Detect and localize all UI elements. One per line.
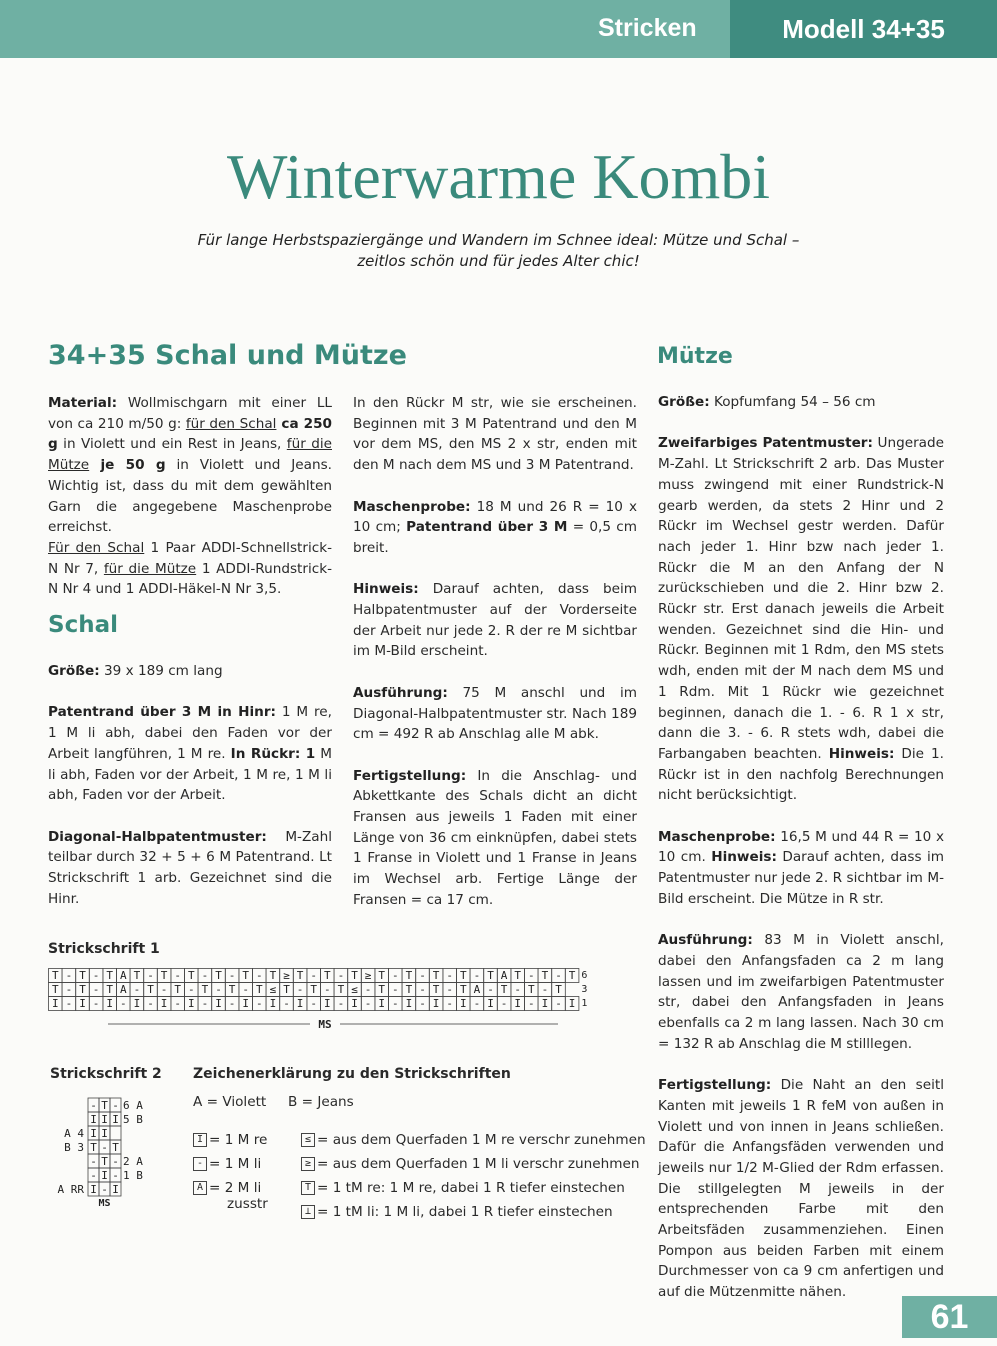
muetze-groesse: Größe: Kopfumfang 54 – 56 cm	[658, 394, 876, 410]
chart-2-symbol: I	[112, 1113, 119, 1126]
chart-2-symbol: I	[90, 1183, 97, 1196]
chart-1-symbol: T	[323, 969, 331, 982]
chart-1-symbol: I	[323, 997, 331, 1010]
subtitle-line-2: zeitlos schön und für jedes Alter chic!	[357, 252, 640, 270]
chart-1-symbol: I	[459, 997, 467, 1010]
chart-1-symbol: -	[255, 969, 263, 982]
chart-1-symbol: -	[446, 997, 454, 1010]
chart-2-symbol: T	[112, 1141, 119, 1154]
chart-1-symbol: -	[174, 969, 182, 982]
schal-ausfuehrung: Ausführung: 75 M anschl und im Diagonal-Halbpatentmuster str. Nach 189 cm = 492 R ab Anschlag alle M abk.	[353, 684, 637, 743]
chart-1-symbol: T	[351, 969, 358, 982]
chart-1-symbol: I	[242, 997, 250, 1010]
chart-2-right-label: 2 A	[123, 1155, 143, 1168]
chart-1-symbol: T	[541, 969, 549, 982]
legend-symbol: ⊥	[301, 1205, 315, 1219]
chart-1-symbol: -	[201, 969, 209, 982]
chart-1-symbol: I	[269, 997, 277, 1010]
chart-2-grid	[50, 1096, 170, 1221]
chart-2-left-label: A 4	[64, 1127, 84, 1140]
chart-1-symbol: ≥	[283, 969, 290, 982]
chart-1-symbol: -	[337, 969, 345, 982]
chart-2-symbol: I	[101, 1127, 108, 1140]
schal-maschenprobe: Maschenprobe: 18 M und 26 R = 10 x 10 cm; Patentrand über 3 M = 0,5 cm breit.	[353, 498, 637, 556]
material-paragraph: Material: Wollmischgarn mit einer LL von ca 210 m/50 g: für den Schal ca 250 g in Violett und ein Rest in Jeans, für die Mütze je 50 g in Violett und Jeans. Wichtig ist, dass du mit dem gewählten Garn die angegebene Maschenprobe erreichst.	[48, 395, 332, 536]
legend-symbol: T	[301, 1181, 315, 1195]
chart-2-symbol: I	[101, 1113, 108, 1126]
chart-2-symbol: T	[101, 1155, 108, 1168]
chart-2-symbol: -	[101, 1141, 108, 1154]
chart-1-symbol: -	[296, 983, 304, 996]
legend-text: = 1 M li	[209, 1156, 262, 1172]
chart-1-symbol: -	[228, 969, 236, 982]
chart-2-right-label: 6 A	[123, 1099, 143, 1112]
chart-2-ms-label: MS	[98, 1198, 111, 1209]
chart-1-symbol: -	[446, 969, 454, 982]
chart-1-symbol: I	[296, 997, 304, 1010]
chart-1-symbol: -	[255, 997, 263, 1010]
column-3	[658, 392, 944, 1324]
page-number: 61	[902, 1296, 997, 1338]
chart-1-symbol: -	[555, 997, 562, 1010]
chart-1-symbol: -	[446, 983, 454, 996]
chart-1-symbol: T	[106, 983, 114, 996]
legend-text: = 2 M li	[209, 1180, 262, 1196]
chart-1-symbol: T	[79, 983, 86, 996]
chart-1-symbol: I	[514, 997, 522, 1010]
chart-1-symbol: -	[283, 997, 290, 1010]
chart-1-symbol: -	[487, 983, 494, 996]
schal-groesse: Größe: 39 x 189 cm lang	[48, 663, 223, 679]
chart-1-symbol: -	[65, 997, 73, 1010]
muetze-heading: Mütze	[657, 344, 733, 369]
chart-1-symbol: -	[419, 969, 426, 982]
legend-color-b: B = Jeans	[288, 1094, 354, 1110]
legend-text: = 1 M re	[209, 1132, 268, 1148]
chart-1-symbol: T	[51, 969, 59, 982]
legend-symbol: -	[193, 1157, 207, 1171]
chart-2-symbol: I	[90, 1113, 97, 1126]
chart-1-symbol: T	[459, 983, 467, 996]
chart-1-symbol: T	[187, 969, 195, 982]
chart-1-symbol: -	[242, 983, 250, 996]
chart-1-symbol: ≥	[364, 969, 372, 982]
chart-1-symbol: I	[351, 997, 358, 1010]
legend-item	[193, 1132, 267, 1148]
chart-1-symbol: -	[527, 969, 535, 982]
chart-1-row-number: 6	[581, 970, 588, 981]
chart-1-symbol: -	[201, 997, 209, 1010]
chart-1-symbol: T	[378, 969, 386, 982]
chart-2-label: Strickschrift 2	[50, 1066, 162, 1082]
chart-1-symbol: I	[378, 997, 386, 1010]
chart-1-symbol: T	[459, 969, 467, 982]
legend	[193, 1094, 653, 1224]
chart-1-symbol: T	[269, 969, 277, 982]
chart-2-symbol: -	[90, 1099, 97, 1112]
chart-1-symbol: -	[310, 969, 318, 982]
chart-1-symbol: -	[555, 969, 562, 982]
chart-2-right-label: 5 B	[123, 1113, 143, 1126]
chart-1-symbol: A	[119, 969, 127, 982]
chart-1-symbol: I	[133, 997, 141, 1010]
legend-text: = aus dem Querfaden 1 M li verschr zunehmen	[317, 1156, 640, 1172]
chart-1-symbol: -	[147, 997, 154, 1010]
chart-1-symbol: T	[310, 983, 318, 996]
chart-1-symbol: -	[65, 969, 73, 982]
chart-1-symbol: I	[405, 997, 413, 1010]
rueckr-paragraph: In den Rückr M str, wie sie erscheinen. Beginnen mit 3 M Patentrand und den M vor dem MS, den MS 2 x str, enden mit den M nach dem MS und 3 M Patentrand.	[353, 395, 637, 474]
chart-1-symbol: I	[487, 997, 494, 1010]
column-2	[353, 393, 637, 931]
chart-1-row-number: 1	[581, 998, 588, 1009]
chart-1-symbol: ≤	[269, 983, 277, 996]
column-1	[48, 393, 332, 621]
header-model: Modell 34+35	[730, 0, 997, 58]
legend-item	[193, 1180, 268, 1212]
chart-2-cell	[110, 1126, 121, 1140]
chart-1-symbol: T	[296, 969, 304, 982]
chart-1-symbol: I	[432, 997, 440, 1010]
column-1-schal	[48, 661, 332, 930]
chart-1-symbol: -	[310, 997, 318, 1010]
chart-1-symbol: -	[323, 983, 331, 996]
chart-1-row-number: 3	[581, 984, 588, 995]
legend-heading: Zeichenerklärung zu den Strickschriften	[193, 1066, 511, 1082]
chart-1-symbol: -	[473, 969, 481, 982]
chart-1-symbol: -	[364, 983, 372, 996]
legend-item	[301, 1180, 625, 1196]
chart-1-symbol: T	[160, 969, 168, 982]
chart-1-symbol: -	[174, 997, 182, 1010]
chart-1-symbol: T	[527, 983, 535, 996]
header-section: Stricken	[598, 14, 697, 42]
chart-1-symbol: -	[160, 983, 168, 996]
chart-1-ms-label: MS	[318, 1018, 332, 1031]
chart-1-symbol: T	[487, 969, 494, 982]
chart-1-symbol: -	[187, 983, 195, 996]
chart-1-symbol: -	[133, 983, 141, 996]
chart-1-symbol: -	[119, 997, 127, 1010]
diagonal-paragraph: Diagonal-Halbpatentmuster: M-Zahl teilbar durch 32 + 5 + 6 M Patentrand. Lt Strickschrift 1 arb. Gezeichnet sind die Hinr.	[48, 828, 332, 907]
chart-1-symbol: T	[432, 969, 440, 982]
chart-1-symbol: T	[432, 983, 440, 996]
chart-2-left-label: A RR	[57, 1183, 84, 1196]
legend-symbol: I	[193, 1133, 207, 1147]
chart-1-symbol: -	[92, 983, 100, 996]
chart-1-symbol: I	[79, 997, 86, 1010]
page-title: Winterwarme Kombi	[226, 141, 771, 212]
chart-1-symbol: T	[500, 983, 508, 996]
chart-1-symbol: -	[473, 997, 481, 1010]
chart-1-symbol: I	[215, 997, 222, 1010]
chart-1-symbol: T	[283, 983, 290, 996]
zweifarbig-paragraph: Zweifarbiges Patentmuster: Ungerade M-Zahl. Lt Strickschrift 2 arb. Das Muster muss zwingend mit einer Rundstrick-N gearb werden, da stets 2 Hinr und 2 Rückr im Wechsel gestr werden. Dafür nach jeder 1. Hinr bzw nach jeder 1. Rückr die M an den Anfang der N zurückschieben und die 2. Hinr bzw 2. Rückr str. Erst danach jeweils die Arbeit wenden. Gezeichnet sind die Hin- und Rückr. Beginnen mit 1 Rdm, den MS stets wdh, enden mit der M nach dem MS und 1 Rdm. Mit 1 Rückr wie gezeichnet beginnen, danach die 1. - 6. R 1 x str, dann die 3. - 6. R stets wdh, dabei die Farbangaben beachten. Hinweis: Die 1. Rückr ist in den nachfolg Berechnungen nicht berücksichtigt.	[658, 435, 944, 804]
schal-fertigstellung: Fertigstellung: In die Anschlag- und Abkettkante des Schals dicht an dicht Fransen aus jeweils 1 Faden mit einer Länge von 36 cm einknüpfen, dabei stets 1 Franse in Violett und 1 Franse in Jeans im Wechsel arb. Fertige Länge der Fransen = ca 17 cm.	[353, 767, 637, 908]
chart-1-symbol: I	[541, 997, 549, 1010]
chart-1-symbol: -	[228, 997, 236, 1010]
main-heading: 34+35 Schal und Mütze	[48, 340, 407, 371]
chart-1-symbol: -	[337, 997, 345, 1010]
page-subtitle	[0, 230, 997, 272]
chart-1-symbol: T	[405, 983, 413, 996]
chart-1-symbol: I	[51, 997, 59, 1010]
chart-2-left-label: B 3	[64, 1141, 84, 1154]
chart-1-symbol: -	[500, 997, 508, 1010]
chart-1-grid	[48, 968, 608, 1040]
chart-1-symbol: T	[215, 969, 222, 982]
chart-2-symbol: -	[112, 1099, 119, 1112]
chart-1-symbol: I	[160, 997, 168, 1010]
chart-1-symbol: -	[147, 969, 154, 982]
subtitle-line-1: Für lange Herbstspaziergänge und Wandern im Schnee ideal: Mütze und Schal –	[197, 231, 800, 249]
chart-2-right-label: 1 B	[123, 1169, 143, 1182]
chart-1-symbol: -	[419, 997, 426, 1010]
chart-1-symbol: -	[364, 997, 372, 1010]
chart-1-symbol: A	[473, 983, 481, 996]
chart-1-symbol: T	[133, 969, 141, 982]
legend-text: = aus dem Querfaden 1 M re verschr zunehmen	[317, 1132, 646, 1148]
chart-1-symbol: I	[187, 997, 195, 1010]
schal-hinweis: Hinweis: Darauf achten, dass beim Halbpatentmuster auf der Vorderseite der Arbeit nur jede 2. R der re M sichtbar im M-Bild erscheint.	[353, 581, 637, 660]
chart-2-symbol: -	[112, 1155, 119, 1168]
muetze-fertigstellung: Fertigstellung: Die Naht an den seitl Kanten mit jeweils 1 R feM von außen in Violett und von innen in Jeans schließen. Dafür die Anfangsfäden verwenden und jeweils nur 1/2 M-Glied der Rdm erfassen. Die stillgelegten M jeweils in der entsprechenden Farbe mit den Arbeitsfäden zusammenziehen. Einen Pompon aus beiden Farben mit einem Durchmesser von ca 9 cm anfertigen und auf die Mützenmitte nähen.	[658, 1077, 944, 1301]
chart-1-symbol: T	[337, 983, 345, 996]
chart-1-symbol: T	[555, 983, 562, 996]
chart-1-symbol: -	[92, 969, 100, 982]
chart-1-symbol: T	[228, 983, 236, 996]
chart-2-symbol: I	[112, 1183, 119, 1196]
legend-item	[301, 1156, 639, 1172]
legend-text: = 1 tM re: 1 M re, dabei 1 R tiefer einstechen	[317, 1180, 625, 1196]
legend-color-a: A = Violett	[193, 1094, 267, 1110]
chart-2-symbol: -	[101, 1183, 108, 1196]
muetze-maschenprobe: Maschenprobe: 16,5 M und 44 R = 10 x 10 cm. Hinweis: Darauf achten, dass im Patentmuster nur jede 2. R sichtbar im M-Bild erscheint. Die Mütze in R str.	[658, 828, 944, 907]
chart-2-symbol: -	[90, 1155, 97, 1168]
chart-1-symbol: -	[215, 983, 222, 996]
legend-item	[193, 1156, 261, 1172]
chart-1-symbol: T	[568, 969, 576, 982]
chart-1-symbol: ≤	[351, 983, 358, 996]
chart-1-symbol: T	[147, 983, 154, 996]
chart-1-symbol: -	[419, 983, 426, 996]
chart-1-label: Strickschrift 1	[48, 941, 160, 957]
legend-text-continued: zusstr	[227, 1196, 268, 1212]
legend-symbol: A	[193, 1181, 207, 1195]
legend-item	[301, 1132, 646, 1148]
chart-2-symbol: T	[90, 1141, 97, 1154]
chart-1-symbol: T	[79, 969, 86, 982]
chart-1-symbol: -	[65, 983, 73, 996]
legend-item	[301, 1204, 613, 1220]
legend-symbol: ≤	[301, 1133, 315, 1147]
chart-1-symbol: T	[405, 969, 413, 982]
chart-1-symbol: -	[541, 983, 549, 996]
chart-1-symbol: T	[174, 983, 182, 996]
chart-1-symbol: -	[391, 983, 399, 996]
chart-1-symbol: -	[527, 997, 535, 1010]
chart-1-symbol: I	[568, 997, 576, 1010]
chart-2-symbol: I	[90, 1127, 97, 1140]
chart-2-symbol: -	[112, 1169, 119, 1182]
chart-1-symbol: T	[514, 969, 522, 982]
chart-1-symbol: T	[255, 983, 263, 996]
chart-1-symbol: T	[378, 983, 386, 996]
chart-1-symbol: A	[119, 983, 127, 996]
muetze-ausfuehrung: Ausführung: 83 M in Violett anschl, dabei den Anfangsfaden ca 2 m lang lassen und im zweifarbigen Patentmuster str, dabei den Anfangsfaden in Jeans ebenfalls ca 2 m lang lassen. Nach 30 cm = 132 R ab Anschlag die M stilllegen.	[658, 932, 944, 1052]
chart-2-symbol: I	[101, 1169, 108, 1182]
needles-paragraph: Für den Schal 1 Paar ADDI-Schnellstrick-N Nr 7, für die Mütze 1 ADDI-Rundstrick-N Nr 4 und 1 ADDI-Häkel-N Nr 3,5.	[48, 539, 333, 598]
chart-2-symbol: -	[90, 1169, 97, 1182]
legend-text: = 1 tM li: 1 M li, dabei 1 R tiefer einstechen	[317, 1204, 613, 1220]
chart-1-symbol: T	[242, 969, 250, 982]
chart-1-symbol: -	[391, 969, 399, 982]
chart-1-symbol: T	[51, 983, 59, 996]
chart-1-symbol: A	[500, 969, 508, 982]
chart-1-symbol: -	[514, 983, 522, 996]
chart-1-symbol: -	[391, 997, 399, 1010]
schal-heading: Schal	[48, 612, 118, 638]
chart-1-symbol: T	[106, 969, 114, 982]
patentrand-paragraph: Patentrand über 3 M in Hinr: 1 M re, 1 M li abh, dabei den Faden vor der Arbeit langführen, 1 M re. In Rückr: 1 M li abh, Faden vor der Arbeit, 1 M re, 1 M li abh, Faden vor der Arbeit.	[48, 704, 333, 804]
chart-1-symbol: T	[201, 983, 209, 996]
legend-symbol: ≥	[301, 1157, 315, 1171]
chart-1-symbol: I	[106, 997, 114, 1010]
chart-1-symbol: -	[92, 997, 100, 1010]
chart-2-symbol: T	[101, 1099, 108, 1112]
